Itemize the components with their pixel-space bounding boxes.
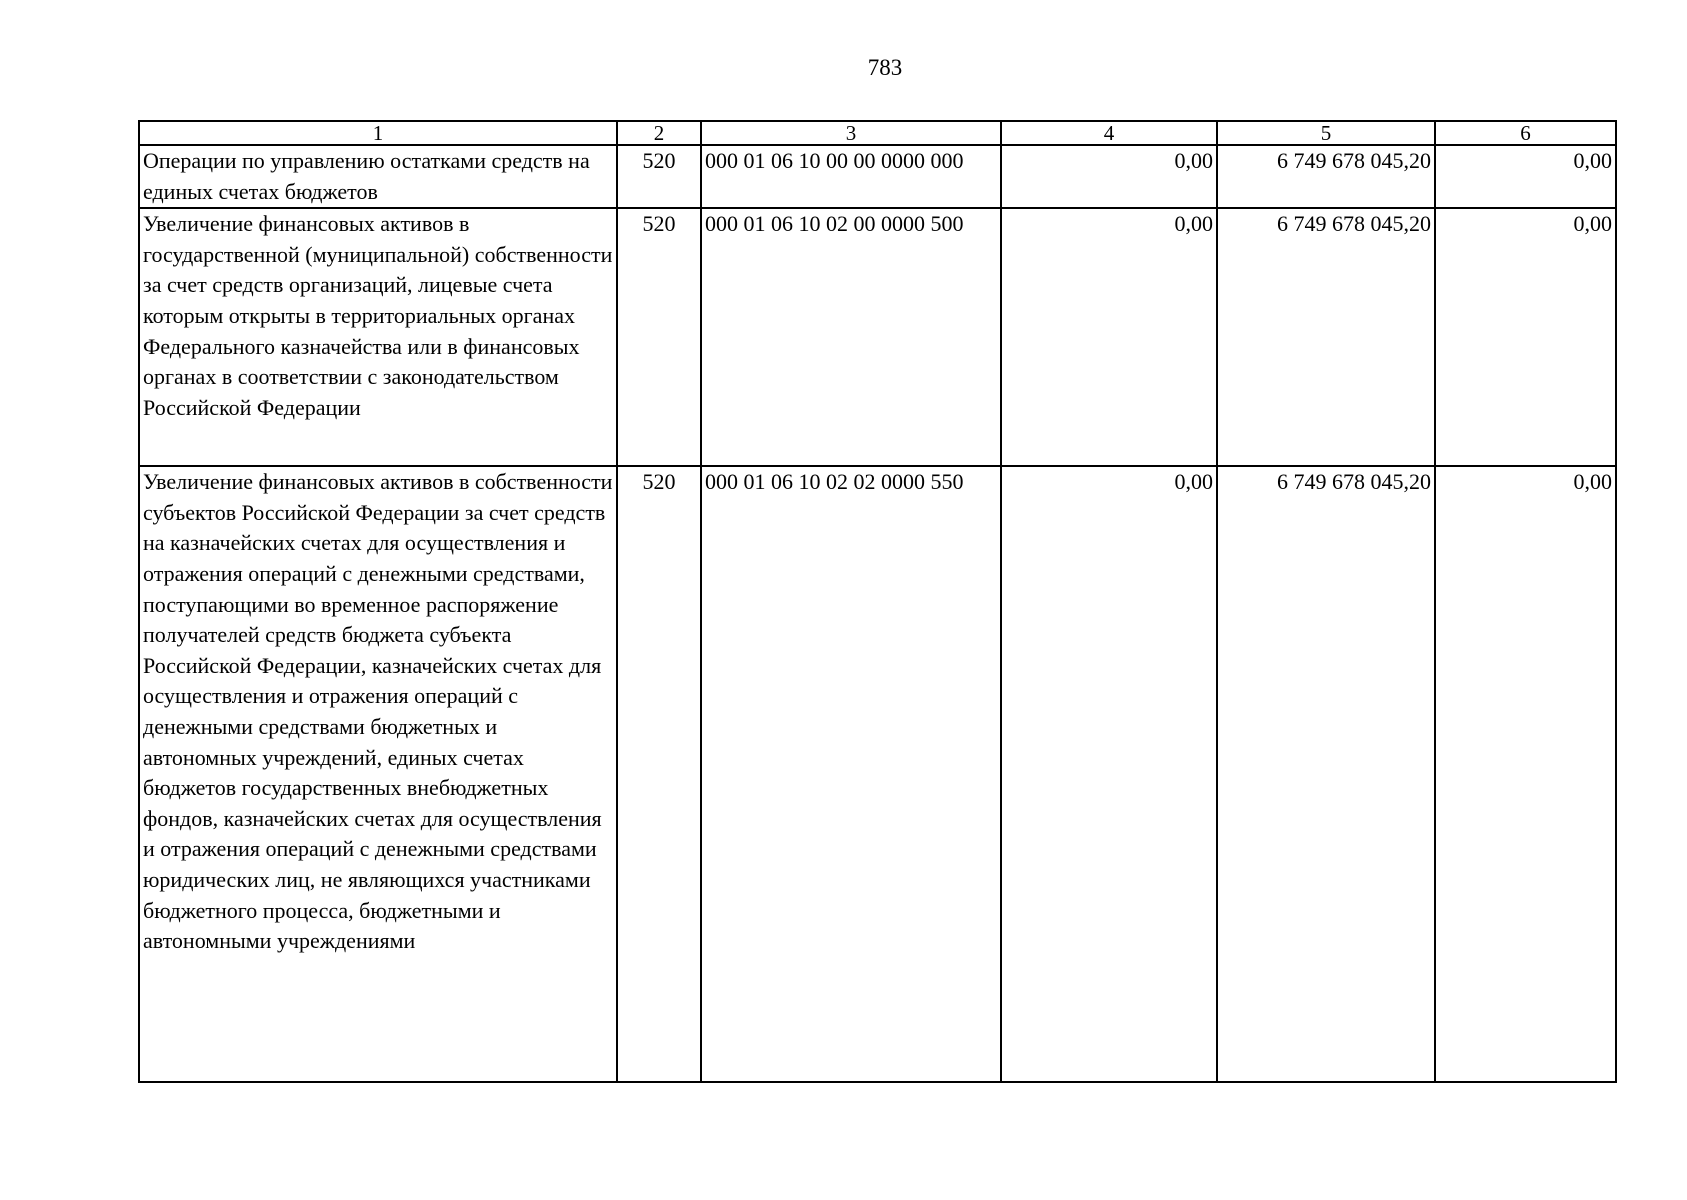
row-col6: 0,00 [1435,208,1616,466]
row-kbk: 000 01 06 10 02 00 0000 500 [701,208,1001,466]
row-kbk: 000 01 06 10 02 02 0000 550 [701,466,1001,1082]
row-col5: 6 749 678 045,20 [1217,208,1435,466]
row-col4: 0,00 [1001,466,1217,1082]
page-number: 783 [867,55,903,80]
row-col4: 0,00 [1001,145,1217,208]
row-name: Увеличение финансовых активов в собственности субъектов Российской Федерации за счет средств на казначейских счетах для осуществления и отражения операций с денежными средствами, поступающими во временное распоряжение получателей средств бюджета субъекта Российской Федерации, казначейских счетах для осуществления и отражения операций с денежными средствами бюджетных и автономных учреждений, единых счетах бюджетов государственных внебюджетных фондов, казначейских счетах для осуществления и отражения операций с денежными средствами юридических лиц, не являющихся участниками бюджетного процесса, бюджетными и автономными учреждениями [139,466,617,1082]
row-col5: 6 749 678 045,20 [1217,466,1435,1082]
row-name: Операции по управлению остатками средств на единых счетах бюджетов [139,145,617,208]
budget-table [138,120,1617,1083]
column-number-1: 1 [139,121,617,145]
row-code: 520 [617,466,701,1082]
column-number-row [139,121,1616,145]
row-kbk: 000 01 06 10 00 00 0000 000 [701,145,1001,208]
column-number-3: 3 [701,121,1001,145]
column-number-6: 6 [1435,121,1616,145]
row-col6: 0,00 [1435,145,1616,208]
table-row [139,208,1616,466]
row-name: Увеличение финансовых активов в государственной (муниципальной) собственности за счет средств организаций, лицевые счета которым открыты в территориальных органах Федерального казначейства или в финансовых органах в соответствии с законодательством Российской Федерации [139,208,617,466]
column-number-2: 2 [617,121,701,145]
row-code: 520 [617,208,701,466]
row-col5: 6 749 678 045,20 [1217,145,1435,208]
column-number-5: 5 [1217,121,1435,145]
column-number-4: 4 [1001,121,1217,145]
table-row [139,145,1616,208]
row-col6: 0,00 [1435,466,1616,1082]
row-code: 520 [617,145,701,208]
table-row [139,466,1616,1082]
row-col4: 0,00 [1001,208,1217,466]
